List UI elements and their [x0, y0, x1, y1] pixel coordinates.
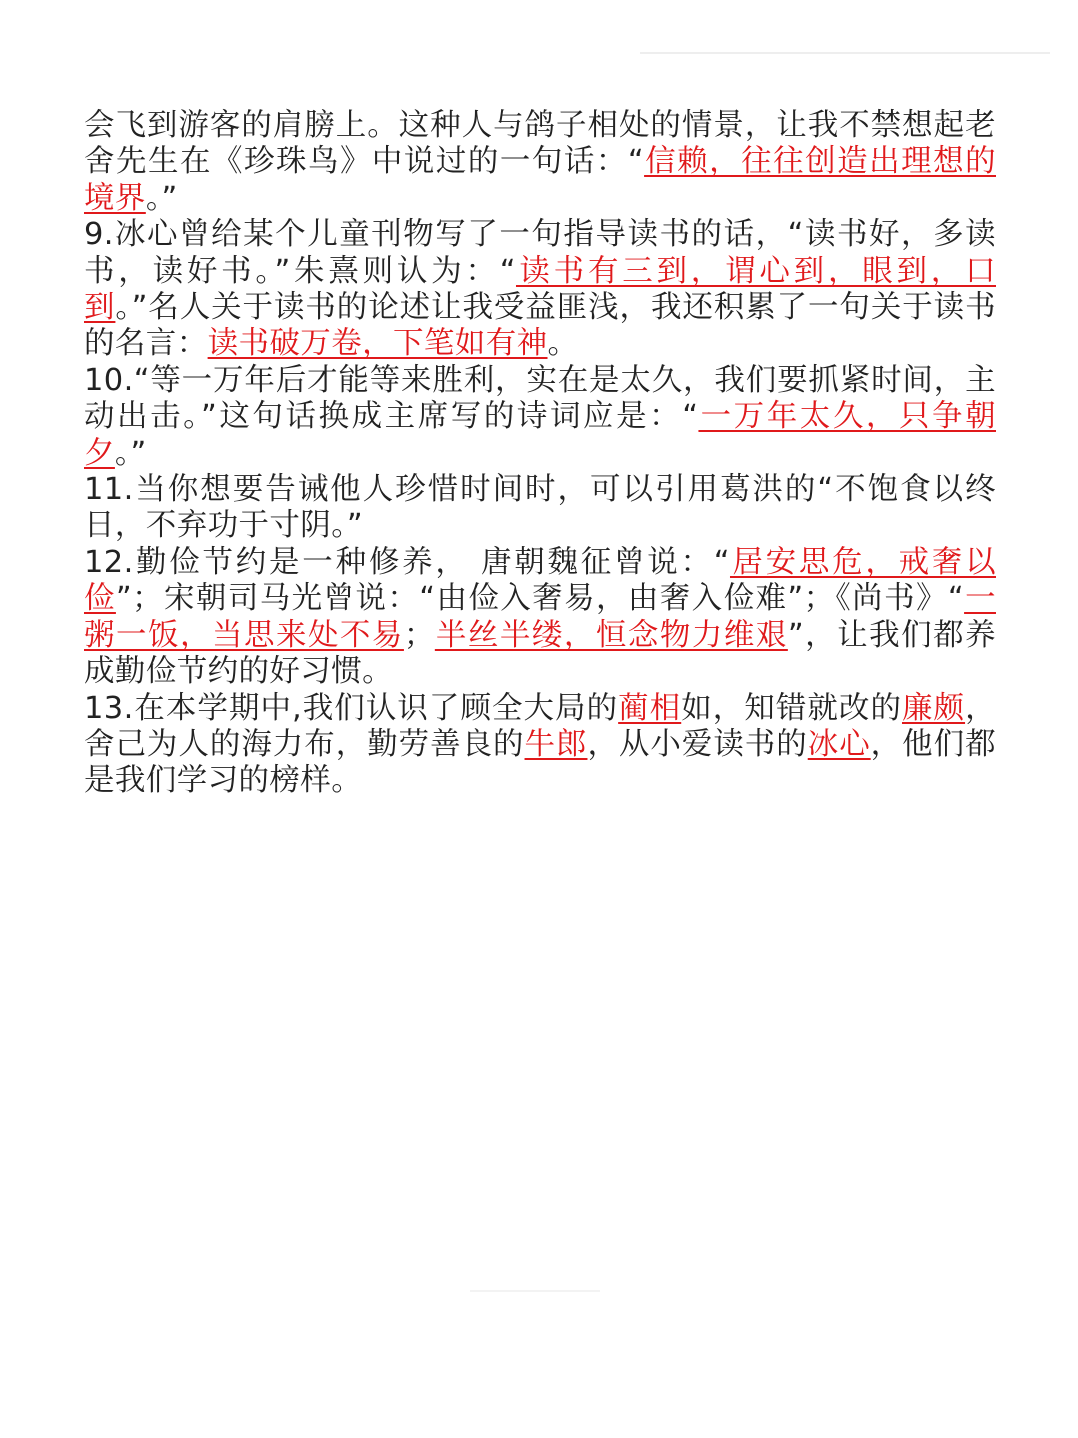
question-text: ，舍己为人的海力布，勤劳善良的 [84, 690, 996, 762]
paragraph-q10 [84, 363, 996, 472]
question-text: ； [403, 617, 435, 653]
paragraph-q12 [84, 545, 996, 691]
paragraph-q11 [84, 472, 996, 545]
answer-text: 牛郎 [524, 726, 588, 762]
answer-text: 一粥一饭，当思来处不易 [84, 581, 996, 653]
question-text: 13.在本学期中,我们认识了顾全大局的 [84, 690, 619, 726]
question-text: ，从小爱读书的 [587, 726, 808, 762]
question-text: ”；宋朝司马光曾说：“由俭入奢易，由奢入俭难”；《尚书》“ [115, 581, 965, 617]
question-text: 10.“等一万年后才能等来胜利，实在是太久，我们要抓紧时间，主动出击。”这句话换成主席写的诗词应是：“ [84, 362, 996, 435]
answer-text: 读书破万卷，下笔如有神 [207, 326, 548, 362]
question-text: 。”名人关于读书的论述让我受益匪浅，我还积累了一句关于读书的名言： [84, 290, 996, 362]
document-page [84, 108, 996, 800]
top-faint-mark [640, 52, 1050, 54]
paragraph-p8-tail [84, 108, 996, 217]
question-text: 。” [145, 180, 178, 216]
answer-text: 信赖，往往创造出理想的境界 [84, 144, 996, 216]
question-text: 11.当你想要告诫他人珍惜时间时，可以引用葛洪的“不饱食以终日，不弃功于寸阴。” [84, 472, 996, 544]
question-text: ”，让我们都养成勤俭节约的好习惯。 [84, 617, 996, 690]
question-text: 12.勤俭节约是一种修养， 唐朝魏征曾说：“ [84, 544, 730, 580]
paragraph-q13 [84, 691, 996, 800]
question-text: ，他们都是我们学习的榜样。 [84, 726, 996, 799]
answer-text: 廉颇 [901, 690, 966, 726]
question-text: 会飞到游客的肩膀上。这种人与鸽子相处的情景，让我不禁想起老舍先生在《珍珠鸟》中说过的一句话：“ [84, 108, 996, 180]
question-text: 。” [114, 435, 147, 471]
answer-text: 居安思危，戒奢以俭 [84, 544, 996, 617]
answer-text: 蔺相 [618, 690, 682, 726]
question-text: 如，知错就改的 [681, 690, 902, 726]
paragraph-q9 [84, 217, 996, 363]
answer-text: 冰心 [807, 726, 871, 762]
question-text: 9.冰心曾给某个儿童刊物写了一句指导读书的话，“读书好，多读书，读好书。”朱熹则认为：“ [84, 217, 996, 289]
answer-text: 读书有三到，谓心到，眼到，口到 [84, 253, 996, 326]
bottom-faint-mark [470, 1290, 600, 1292]
answer-text: 半丝半缕，恒念物力维艰 [434, 617, 788, 653]
question-text: 。 [547, 326, 579, 362]
answer-text: 一万年太久，只争朝夕 [84, 399, 996, 471]
